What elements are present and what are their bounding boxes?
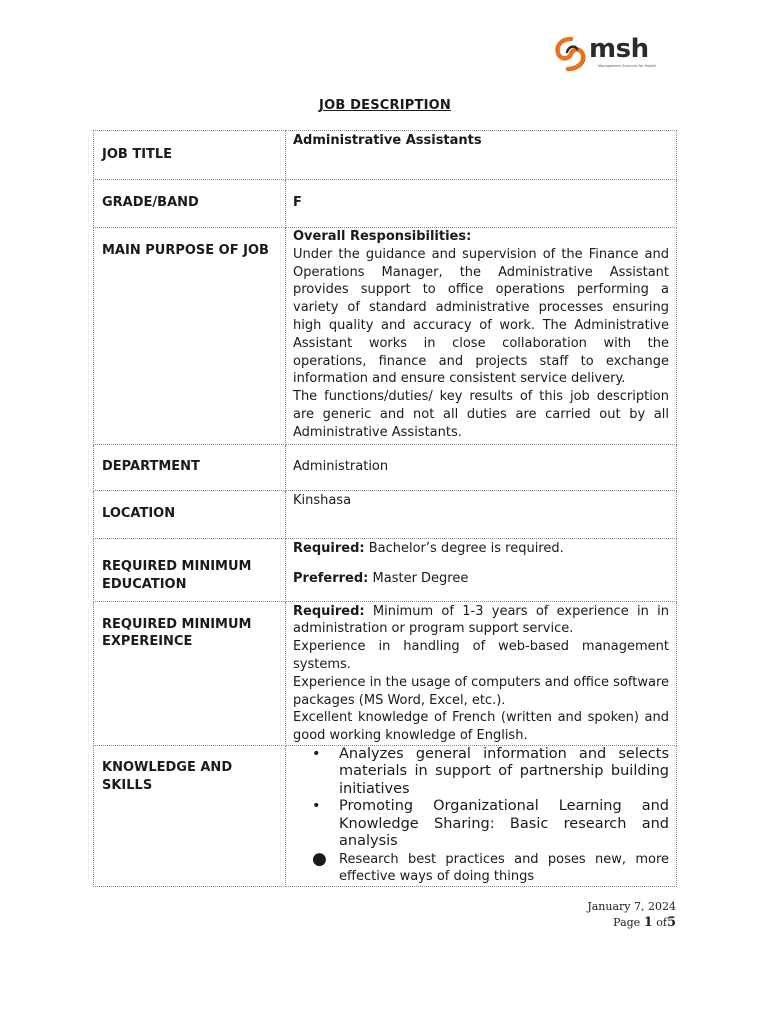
- job-title-value-cell: [286, 131, 677, 180]
- job-title-value: Administrative Assistants: [293, 133, 482, 148]
- job-description-table: [93, 130, 677, 887]
- grade-value: F: [293, 195, 302, 211]
- education-preferred: [293, 557, 669, 588]
- table-row-experience: [94, 601, 677, 745]
- experience-required-label: Required:: [293, 603, 365, 619]
- msh-logo-mark-icon: [553, 36, 589, 72]
- page-word: Page: [613, 916, 641, 929]
- location-value: Kinshasa: [293, 492, 352, 508]
- skills-label: KNOWLEDGE AND SKILLS: [102, 759, 233, 793]
- skills-item-text: Promoting Organizational Learning and Knowledge Sharing: Basic research and analysis: [339, 798, 669, 850]
- education-required-text: Bachelor’s degree is required.: [368, 540, 564, 556]
- purpose-paragraph-2: The functions/duties/ key results of this job description are generic and not all duties are carried out by all Administrative Assistants.: [293, 389, 669, 440]
- experience-required: [293, 602, 669, 639]
- msh-logo-text: msh: [589, 34, 649, 64]
- table-row-grade: [94, 180, 677, 228]
- of-word: of: [656, 916, 667, 929]
- msh-logo-tagline: Management Sciences for Health: [598, 64, 657, 68]
- location-label-cell: [94, 490, 286, 538]
- education-value-cell: [286, 538, 677, 601]
- education-label-cell: [94, 538, 286, 601]
- experience-line-4: Excellent knowledge of French (written and spoken) and good working knowledge of English.: [293, 710, 669, 744]
- experience-line-2: Experience in handling of web-based management systems.: [293, 639, 669, 672]
- skills-label-cell: [94, 745, 286, 886]
- list-item: [293, 798, 669, 851]
- bullet-icon: •: [312, 745, 321, 762]
- education-preferred-text: Master Degree: [372, 571, 469, 587]
- skills-item-text: Analyzes general information and selects materials in support of partnership building initiatives: [339, 745, 669, 797]
- table-row-purpose: [94, 228, 677, 445]
- page-title: JOB DESCRIPTION: [319, 98, 451, 113]
- purpose-label-cell: [94, 228, 286, 445]
- purpose-paragraph-1: Under the guidance and supervision of the Finance and Operations Manager, the Administrative Assistant provides support to office operations performing a variety of standard administrative processes ensuring high quality and accuracy of work. The Administrative Assistant works in close collaboration with the operations, finance and projects staff to exchange information and ensure consistent service delivery.: [293, 246, 669, 387]
- skills-item-text: Research best practices and poses new, more effective ways of doing things: [339, 851, 669, 885]
- grade-label-cell: [94, 180, 286, 228]
- experience-value-cell: [286, 601, 677, 745]
- job-title-label-cell: [94, 131, 286, 180]
- table-row-education: [94, 538, 677, 601]
- list-item: [293, 746, 669, 799]
- experience-required-text: Minimum of 1-3 years of experience in in administration or program support service.: [293, 603, 669, 637]
- education-required: [293, 539, 669, 558]
- department-label-cell: [94, 444, 286, 490]
- education-preferred-label: Preferred:: [293, 571, 369, 587]
- table-row-location: [94, 490, 677, 538]
- table-row-skills: [94, 745, 677, 886]
- experience-line-3: Experience in the usage of computers and office software packages (MS Word, Excel, etc.).: [293, 674, 669, 708]
- department-value: Administration: [293, 458, 389, 474]
- bullet-icon: ●: [312, 848, 327, 869]
- total-pages: 5: [666, 915, 676, 930]
- skills-list: [293, 746, 669, 886]
- footer-date: January 7, 2024: [587, 900, 676, 913]
- grade-label: GRADE/BAND: [102, 195, 199, 211]
- location-label: LOCATION: [102, 505, 176, 521]
- experience-label-cell: [94, 601, 286, 745]
- location-value-cell: [286, 490, 677, 538]
- purpose-label: MAIN PURPOSE OF JOB: [102, 243, 269, 258]
- table-row-department: [94, 444, 677, 490]
- purpose-heading: Overall Responsibilities:: [293, 229, 472, 244]
- page-number: [613, 915, 676, 930]
- msh-logo: [553, 36, 675, 72]
- list-item: [293, 848, 669, 886]
- skills-value-cell: [286, 745, 677, 886]
- grade-value-cell: [286, 180, 677, 228]
- department-label: DEPARTMENT: [102, 458, 200, 474]
- current-page: 1: [643, 915, 653, 930]
- experience-label: REQUIRED MINIMUM EXPEREINCE: [102, 616, 252, 650]
- department-value-cell: [286, 444, 677, 490]
- table-row-job-title: [94, 131, 677, 180]
- education-label: REQUIRED MINIMUM EDUCATION: [102, 559, 252, 593]
- purpose-value-cell: [286, 228, 677, 445]
- education-required-label: Required:: [293, 540, 365, 556]
- bullet-icon: •: [312, 798, 321, 815]
- job-title-label: JOB TITLE: [102, 147, 173, 163]
